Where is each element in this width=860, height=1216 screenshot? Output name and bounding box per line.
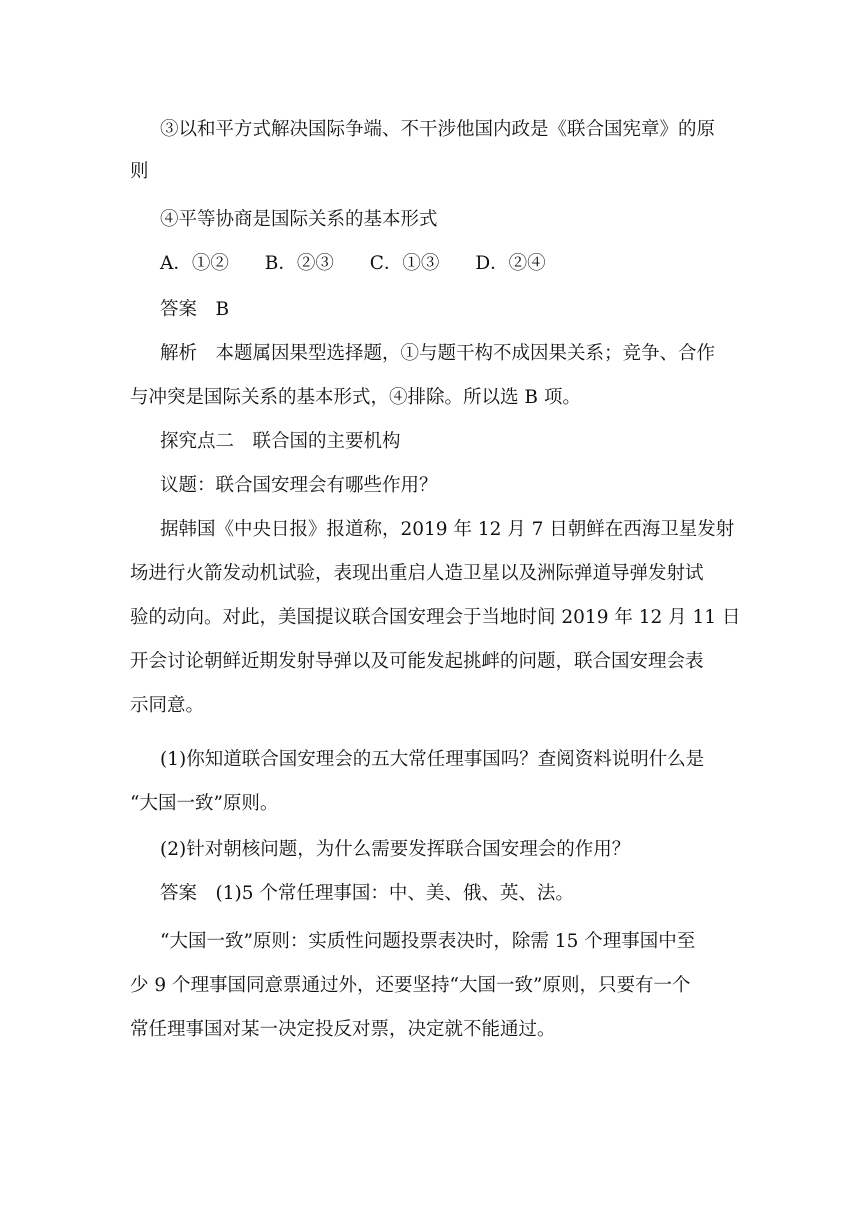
paragraph-line: 据韩国《中央日报》报道称，2019 年 12 月 7 日朝鲜在西海卫星发射 xyxy=(160,519,735,540)
paragraph-line: 则 xyxy=(130,161,149,182)
paragraph-line: ③以和平方式解决国际争端、不干涉他国内政是《联合国宪章》的原 xyxy=(160,119,716,140)
answer-line: 少 9 个理事国同意票通过外，还要坚持“大国一致”原则，只要有一个 xyxy=(130,975,691,996)
option-d: D．②④ xyxy=(475,253,546,274)
analysis-line: 解析 本题属因果型选择题，①与题干构不成因果关系；竞争、合作 xyxy=(160,343,716,364)
question-line: (1)你知道联合国安理会的五大常任理事国吗？查阅资料说明什么是 xyxy=(160,749,705,770)
answer-line: “大国一致”原则：实质性问题投票表决时，除需 15 个理事国中至 xyxy=(160,931,696,952)
answer-options xyxy=(160,252,546,276)
paragraph-line: ④平等协商是国际关系的基本形式 xyxy=(160,209,438,230)
question-line: (2)针对朝核问题，为什么需要发挥联合国安理会的作用？ xyxy=(160,839,631,860)
option-c: C．①③ xyxy=(369,253,440,274)
analysis-line: 与冲突是国际关系的基本形式，④排除。所以选 B 项。 xyxy=(130,387,581,408)
answer-line: 答案 (1)5 个常任理事国：中、美、俄、英、法。 xyxy=(160,883,574,904)
paragraph-line: 验的动向。对此，美国提议联合国安理会于当地时间 2019 年 12 月 11 日 xyxy=(130,607,741,628)
paragraph-line: 场进行火箭发动机试验，表现出重启人造卫星以及洲际弹道导弹发射试 xyxy=(130,563,704,584)
answer-line: 常任理事国对某一决定投反对票，决定就不能通过。 xyxy=(130,1019,556,1040)
question-line: “大国一致”原则。 xyxy=(130,793,279,814)
paragraph-line: 示同意。 xyxy=(130,695,205,716)
paragraph-line: 开会讨论朝鲜近期发射导弹以及可能发起挑衅的问题，联合国安理会表 xyxy=(130,651,704,672)
topic-line: 议题：联合国安理会有哪些作用？ xyxy=(160,475,438,496)
option-b: B．②③ xyxy=(264,253,334,274)
answer-line: 答案 B xyxy=(160,299,230,320)
section-heading: 探究点二 联合国的主要机构 xyxy=(160,431,401,452)
option-a: A．①② xyxy=(160,253,229,274)
